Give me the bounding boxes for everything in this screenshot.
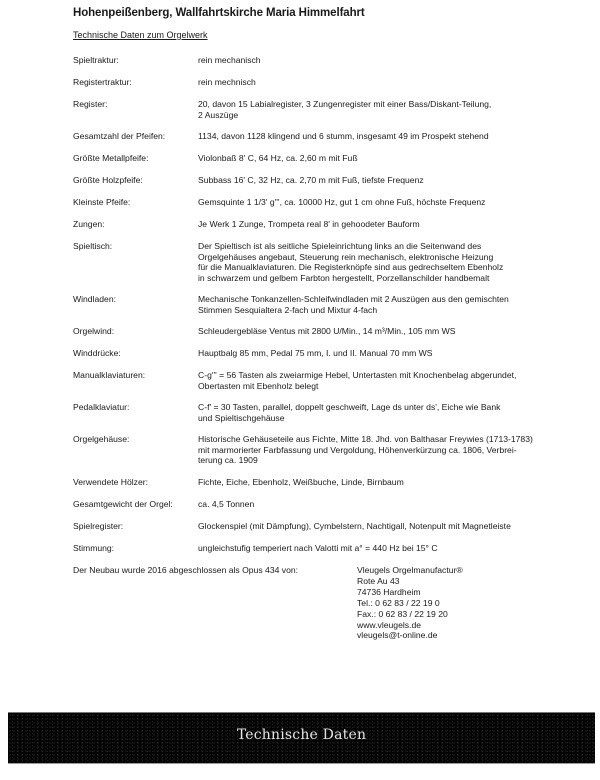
spec-value-line: Mechanische Tonkanzellen-Schleifwindladen mit 2 Auszügen aus den gemischten [198,294,509,304]
spec-value [198,348,588,359]
spec-value [198,370,588,391]
spec-value-line: 20, davon 15 Labialregister, 3 Zungenregister mit einer Bass/Diskant-Teilung, [198,99,492,109]
spec-value-line: Subbass 16' C, 32 Hz, ca. 2,70 m mit Fuß, tiefste Frequenz [198,175,424,185]
spec-label: Größte Metallpfeife: [73,153,149,163]
spec-value-line: und Spieltischgehäuse [198,412,285,423]
spec-label: Gesamtzahl der Pfeifen: [73,131,166,141]
spec-label: Gesamtgewicht der Orgel: [73,499,173,509]
spec-value [198,499,588,510]
spec-value-line: 2 Auszüge [198,109,239,120]
spec-label: Kleinste Pfeife: [73,197,131,207]
spec-value-line: Obertasten mit Ebenholz belegt [198,380,319,391]
footer-banner [8,712,595,764]
spec-value [198,131,588,142]
spec-label: Windladen: [73,294,116,304]
spec-value [198,294,588,315]
spec-value-line: in schwarzem und gelbem Farbton hergestellt, Porzellanschilder handbemalt [198,272,490,283]
spec-value-line: Je Werk 1 Zunge, Trompeta real 8' in gehoodeter Bauform [198,219,420,229]
spec-label: Verwendete Hölzer: [73,477,148,487]
spec-value [198,153,588,164]
spec-value [198,197,588,208]
spec-label: Orgelwind: [73,326,115,336]
spec-value-line: Glockenspiel (mit Dämpfung), Cymbelstern, Nachtigall, Notenpult mit Magnetleiste [198,521,511,531]
spec-value-line: Der Spieltisch ist als seitliche Spieleinrichtung links an die Seitenwand des [198,241,482,251]
spec-value-line: Orgelgehäuses angebaut, Steuerung rein mechanisch, elektronische Heizung [198,251,494,262]
spec-label: Registertraktur: [73,77,132,87]
spec-value [198,434,588,466]
spec-value [198,77,588,88]
spec-label: Manualklaviaturen: [73,370,146,380]
spec-label: Stimmung: [73,543,115,553]
spec-value-line: ungleichstufig temperiert nach Valotti mit a° = 440 Hz bei 15° C [198,543,438,553]
address-phone: Tel.: 0 62 83 / 22 19 0 [357,597,440,608]
spec-value [198,477,588,488]
spec-label: Spieltraktur: [73,55,119,65]
spec-value [198,543,588,554]
address-street: Rote Au 43 [357,575,400,586]
spec-value [198,402,588,423]
spec-value-line: mit marmorierter Farbfassung und Vergoldung, Höhenverkürzung ca. 1806, Verbrei- [198,444,517,455]
spec-value-line: C-g''' = 56 Tasten als zweiarmige Hebel, Untertasten mit Knochenbelag abgerundet, [198,370,517,380]
closing-statement: Der Neubau wurde 2016 abgeschlossen als Opus 434 von: [73,565,299,575]
spec-value-line: C-f' = 30 Tasten, parallel, doppelt geschweift, Lage ds unter ds', Eiche wie Bank [198,402,501,412]
address-company: Vleugels Orgelmanufactur® [357,565,463,575]
spec-value-line: Stimmen Sesquialtera 2-fach und Mixtur 4-fach [198,304,378,315]
spec-value [198,219,588,230]
spec-label: Zungen: [73,219,105,229]
spec-value-line: für die Manualklaviaturen. Die Registerknöpfe sind aus gedrechseltem Ebenholz [198,262,504,272]
spec-value-line: Hauptbalg 85 mm, Pedal 75 mm, I. und II. Manual 70 mm WS [198,348,433,358]
address-fax: Fax.: 0 62 83 / 22 19 20 [357,608,448,619]
spec-label: Register: [73,99,108,109]
spec-value [198,241,588,283]
spec-value [198,55,588,66]
address-city: 74736 Hardheim [357,586,421,597]
builder-address [357,565,463,641]
spec-value [198,326,588,337]
spec-value-line: Schleudergebläse Ventus mit 2800 U/Min., 14 m³/Min., 105 mm WS [198,326,456,336]
spec-value-line: Fichte, Eiche, Ebenholz, Weißbuche, Linde, Birnbaum [198,477,404,487]
spec-label: Winddrücke: [73,348,121,358]
spec-value-line: 1134, davon 1128 klingend und 6 stumm, insgesamt 49 im Prospekt stehend [198,131,489,141]
document-subtitle: Technische Daten zum Orgelwerk [73,30,208,40]
spec-value-line: Violonbaß 8' C, 64 Hz, ca. 2,60 m mit Fuß [198,153,358,163]
spec-label: Größte Holzpfeife: [73,175,143,185]
spec-value-line: rein mechanisch [198,55,261,65]
spec-value-line: ca. 4,5 Tonnen [198,499,255,509]
document-title: Hohenpeißenberg, Wallfahrtskirche Maria Himmelfahrt [73,7,365,19]
spec-value-line: terung ca. 1909 [198,455,258,465]
spec-label: Orgelgehäuse: [73,434,130,444]
spec-value-line: Historische Gehäuseteile aus Fichte, Mitte 18. Jhd. von Balthasar Freywies (1713-1783) [198,434,533,444]
spec-value [198,175,588,186]
spec-value-line: rein mechnisch [198,77,256,87]
spec-label: Pedalklaviatur: [73,402,130,412]
spec-value [198,521,588,532]
spec-label: Spieltisch: [73,241,113,251]
footer-title: Technische Daten [236,727,367,743]
spec-value [198,99,588,120]
address-website: www.vleugels.de [357,619,422,630]
spec-label: Spielregister: [73,521,124,531]
address-email: vleugels@t-online.de [357,630,438,641]
spec-value-line: Gemsquinte 1 1/3' g''', ca. 10000 Hz, gut 1 cm ohne Fuß, höchste Frequenz [198,197,486,207]
